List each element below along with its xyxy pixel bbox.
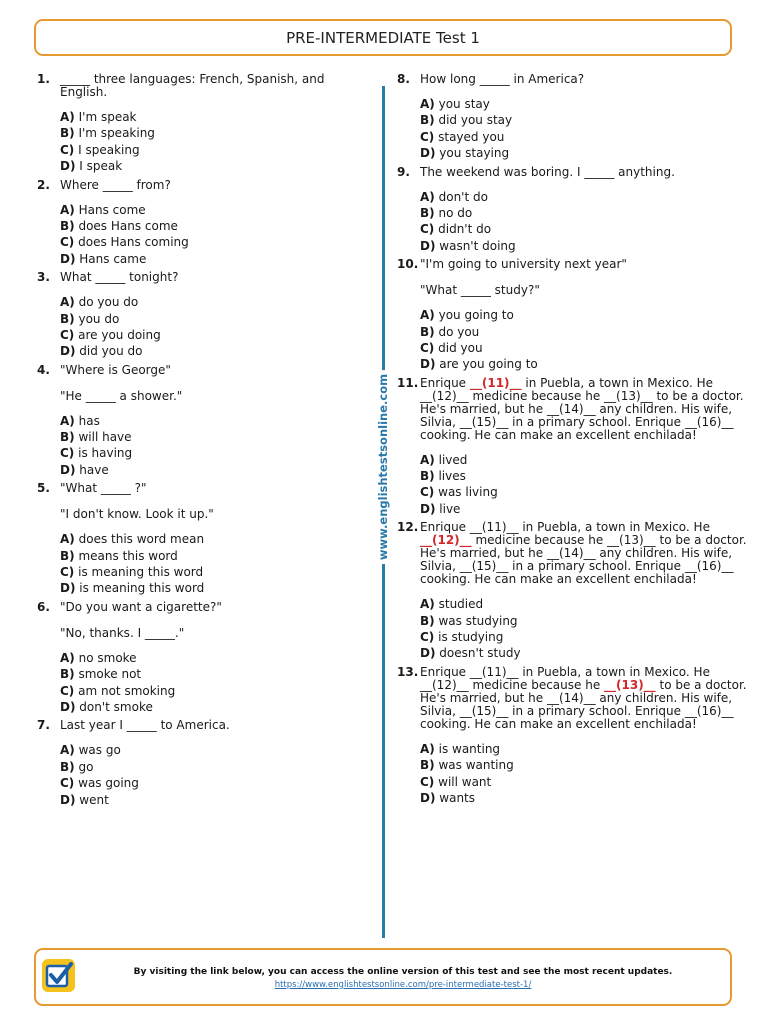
option-letter: C)	[60, 446, 75, 461]
question-stem	[397, 521, 747, 586]
option-letter: A)	[60, 532, 75, 547]
option-text: means this word	[78, 548, 178, 563]
answer-option[interactable]	[397, 741, 747, 757]
answer-option[interactable]	[37, 445, 372, 461]
question-block	[397, 377, 747, 518]
option-text: didn't do	[438, 222, 492, 237]
option-letter: C)	[60, 327, 75, 342]
option-text: you stay	[438, 97, 490, 111]
option-letter: B)	[420, 613, 435, 628]
answer-option[interactable]	[397, 613, 747, 629]
answer-options	[37, 413, 372, 479]
question-number: 1.	[37, 72, 50, 86]
question-text-segment: Enrique __(11)__ in Puebla, a town in Mexico. He __(12)__ medicine because he	[420, 664, 710, 692]
question-stem	[37, 73, 372, 99]
option-text: do you do	[78, 295, 139, 310]
answer-option[interactable]	[37, 202, 372, 218]
option-text: you staying	[439, 146, 510, 161]
question-text-segment: "No, thanks. I _____."	[60, 625, 185, 640]
answer-option[interactable]	[397, 774, 747, 790]
question-text	[60, 719, 372, 732]
option-text: did you do	[79, 344, 143, 359]
question-block	[37, 271, 372, 360]
question-block	[397, 166, 747, 255]
option-text: is studying	[438, 630, 504, 645]
question-block	[37, 719, 372, 808]
answer-option[interactable]	[37, 142, 372, 158]
question-text-segment: "I'm going to university next year"	[420, 257, 627, 272]
option-letter: D)	[60, 792, 76, 807]
question-number: 9.	[397, 164, 410, 179]
answer-option[interactable]	[397, 96, 747, 112]
option-letter: B)	[420, 113, 435, 128]
question-number: 11.	[397, 375, 419, 390]
option-letter: C)	[420, 340, 435, 355]
question-text-segment: "What _____ ?"	[60, 481, 147, 496]
option-text: lives	[438, 469, 466, 484]
option-text: was go	[78, 743, 121, 758]
answer-option[interactable]	[397, 221, 747, 237]
option-text: am not smoking	[78, 683, 176, 698]
option-letter: D)	[60, 581, 76, 596]
answer-option[interactable]	[397, 629, 747, 645]
question-text	[60, 364, 372, 377]
question-number: 13.	[397, 664, 419, 679]
option-letter: C)	[60, 565, 75, 580]
left-column	[37, 73, 372, 812]
question-number: 7.	[37, 718, 50, 733]
answer-option[interactable]	[37, 109, 372, 125]
option-letter: A)	[60, 110, 75, 124]
answer-option[interactable]	[397, 790, 747, 806]
answer-options	[37, 202, 372, 268]
answer-option[interactable]	[37, 666, 372, 682]
option-text: was studying	[438, 613, 518, 628]
option-letter: D)	[420, 238, 436, 253]
question-text-segment: Where _____ from?	[60, 177, 171, 192]
option-text: did you	[438, 340, 483, 355]
question-block	[37, 179, 372, 268]
question-block	[397, 521, 747, 662]
option-text: I speaking	[78, 142, 140, 157]
option-letter: C)	[420, 129, 435, 144]
title-box	[34, 19, 732, 56]
question-text	[60, 601, 372, 614]
question-text-segment: medicine because he __(13)__ to be a doctor. He's married, but he __(14)__ any children. His wife, Silvia, __(15)__ in a primary school. Enrique __(16)__ cooking. He can make an excellent enchilada!	[420, 533, 747, 587]
question-number: 4.	[37, 362, 50, 377]
question-text	[60, 482, 372, 495]
answer-option[interactable]	[37, 759, 372, 775]
question-text	[60, 179, 372, 192]
question-block	[37, 601, 372, 716]
option-text: lived	[438, 452, 468, 467]
question-number: 10.	[397, 257, 419, 272]
page-title: PRE-INTERMEDIATE Test 1	[286, 28, 480, 47]
option-text: wants	[439, 790, 476, 805]
question-text	[60, 271, 372, 284]
option-text: I'm speak	[78, 110, 137, 124]
question-number: 12.	[397, 520, 419, 535]
checkbox-check-icon	[42, 959, 75, 992]
option-letter: C)	[420, 774, 435, 789]
question-stem	[37, 179, 372, 192]
question-text	[420, 73, 747, 86]
question-text-segment: The weekend was boring. I _____ anything.	[420, 164, 675, 179]
answer-option[interactable]	[37, 125, 372, 141]
option-text: live	[439, 501, 461, 516]
option-text: you do	[78, 311, 120, 326]
question-text	[60, 627, 372, 640]
option-letter: D)	[420, 646, 436, 661]
question-stem	[37, 601, 372, 640]
answer-option[interactable]	[397, 468, 747, 484]
answer-options	[397, 307, 747, 373]
question-text	[60, 508, 372, 521]
question-text	[60, 390, 372, 403]
question-stem	[37, 364, 372, 403]
option-letter: A)	[420, 597, 435, 612]
question-text	[420, 258, 747, 271]
answer-option[interactable]	[37, 251, 372, 267]
option-letter: A)	[420, 741, 435, 756]
question-text-segment: to be a doctor. He's married, but he __(14)__ any children. His wife, Silvia, __(15)__ in a primary school. Enrique __(16)__ cooking. He can make an excellent enchilada!	[420, 677, 747, 731]
answer-option[interactable]	[397, 452, 747, 468]
option-text: no smoke	[78, 650, 137, 665]
option-text: will have	[78, 430, 132, 445]
option-letter: C)	[420, 485, 435, 500]
option-text: went	[79, 792, 109, 807]
answer-option[interactable]	[397, 340, 747, 356]
option-text: studied	[438, 597, 484, 612]
question-text-segment: What _____ tonight?	[60, 270, 179, 285]
answer-option[interactable]	[37, 311, 372, 327]
answer-option[interactable]	[37, 564, 372, 580]
option-text: does Hans coming	[78, 235, 189, 250]
answer-option[interactable]	[37, 650, 372, 666]
question-text	[420, 166, 747, 179]
question-stem	[397, 666, 747, 731]
question-text-segment: _____ three languages: French, Spanish, and English.	[60, 72, 325, 99]
side-watermark-text: www.englishtestsonline.com	[376, 370, 390, 564]
question-block	[37, 482, 372, 597]
answer-option[interactable]	[397, 205, 747, 221]
answer-options	[37, 650, 372, 716]
option-letter: A)	[60, 650, 75, 665]
option-text: have	[79, 462, 109, 477]
question-number: 2.	[37, 177, 50, 192]
question-text-segment: "What _____ study?"	[420, 283, 540, 298]
highlighted-blank: __(13)__	[604, 677, 656, 692]
answer-option[interactable]	[37, 580, 372, 596]
option-letter: A)	[420, 308, 435, 323]
option-text: smoke not	[78, 667, 142, 682]
answer-options	[397, 596, 747, 662]
answer-option[interactable]	[37, 327, 372, 343]
option-text: was wanting	[438, 758, 514, 773]
answer-options	[397, 452, 747, 518]
option-letter: B)	[60, 759, 75, 774]
answer-option[interactable]	[37, 218, 372, 234]
question-text	[420, 377, 747, 442]
question-stem	[397, 73, 747, 86]
question-text	[60, 73, 372, 99]
answer-option[interactable]	[37, 699, 372, 715]
question-number: 5.	[37, 481, 50, 496]
option-text: is having	[78, 446, 133, 461]
answer-option[interactable]	[37, 792, 372, 808]
highlighted-blank: __(11)__	[469, 375, 522, 390]
option-text: has	[78, 413, 100, 428]
option-text: don't do	[438, 189, 488, 204]
answer-option[interactable]	[397, 645, 747, 661]
option-text: no do	[438, 205, 473, 220]
answer-option[interactable]	[37, 462, 372, 478]
answer-option[interactable]	[397, 307, 747, 323]
question-text-segment: Enrique	[420, 375, 470, 390]
option-letter: B)	[60, 548, 75, 563]
question-text-segment: "I don't know. Look it up."	[60, 507, 214, 522]
option-text: I speak	[79, 159, 123, 174]
option-letter: A)	[420, 189, 435, 204]
question-block	[37, 73, 372, 175]
question-block	[397, 666, 747, 807]
question-stem	[397, 377, 747, 442]
option-letter: B)	[420, 758, 435, 773]
option-text: don't smoke	[79, 699, 153, 714]
question-text-segment: Enrique __(11)__ in Puebla, a town in Mexico. He	[420, 520, 710, 535]
answer-options	[397, 96, 747, 162]
question-text-segment: "He _____ a shower."	[60, 388, 183, 403]
option-letter: D)	[420, 357, 436, 372]
question-block	[37, 364, 372, 479]
option-letter: D)	[60, 462, 76, 477]
answer-options	[37, 531, 372, 597]
footer-link[interactable]: https://www.englishtestsonline.com/pre-intermediate-test-1/	[274, 980, 532, 990]
answer-options	[397, 741, 747, 807]
answer-options	[37, 109, 372, 175]
answer-option[interactable]	[37, 294, 372, 310]
question-block	[397, 73, 747, 162]
option-letter: B)	[420, 324, 435, 339]
footer-text: By visiting the link below, you can access the online version of this test and see the most recent updates.	[133, 967, 673, 977]
option-letter: D)	[60, 251, 76, 266]
option-text: are you doing	[78, 327, 161, 342]
question-stem	[37, 482, 372, 521]
answer-options	[397, 189, 747, 255]
answer-option[interactable]	[37, 548, 372, 564]
option-letter: D)	[420, 146, 436, 161]
answer-option[interactable]	[397, 501, 747, 517]
option-text: does Hans come	[78, 218, 178, 233]
option-text: Hans came	[79, 251, 147, 266]
answer-option[interactable]	[397, 596, 747, 612]
option-letter: D)	[420, 501, 436, 516]
option-letter: C)	[420, 630, 435, 645]
answer-option[interactable]	[397, 189, 747, 205]
option-text: is meaning this word	[79, 581, 205, 596]
option-text: will want	[438, 774, 492, 789]
option-letter: B)	[420, 469, 435, 484]
answer-option[interactable]	[37, 531, 372, 547]
option-letter: A)	[60, 202, 75, 217]
option-letter: A)	[60, 743, 75, 758]
option-letter: A)	[60, 413, 75, 428]
option-text: I'm speaking	[78, 126, 155, 141]
question-number: 3.	[37, 270, 50, 285]
question-text-segment: How long _____ in America?	[420, 72, 585, 86]
option-letter: B)	[420, 205, 435, 220]
question-number: 8.	[397, 72, 410, 86]
answer-option[interactable]	[37, 429, 372, 445]
option-text: did you stay	[438, 113, 513, 128]
question-block	[397, 258, 747, 373]
option-letter: B)	[60, 126, 75, 141]
question-stem	[397, 166, 747, 179]
answer-option[interactable]	[37, 742, 372, 758]
question-text	[420, 666, 747, 731]
option-text: Hans come	[78, 202, 146, 217]
option-letter: D)	[60, 344, 76, 359]
answer-option[interactable]	[397, 484, 747, 500]
option-text: does this word mean	[78, 532, 205, 547]
answer-option[interactable]	[397, 324, 747, 340]
question-stem	[397, 258, 747, 297]
option-text: was going	[78, 776, 139, 791]
answer-option[interactable]	[397, 112, 747, 128]
answer-option[interactable]	[37, 234, 372, 250]
question-text-segment: in Puebla, a town in Mexico. He __(12)__ medicine because he __(13)__ to be a doctor. He's married, but he __(14)__ any children. His wife, Silvia, __(15)__ in a primary school. Enrique __(16)__ cooking. He can make an excellent enchilada!	[420, 375, 744, 442]
option-text: go	[78, 759, 94, 774]
answer-option[interactable]	[37, 343, 372, 359]
answer-option[interactable]	[397, 356, 747, 372]
option-letter: A)	[60, 295, 75, 310]
option-letter: A)	[420, 452, 435, 467]
option-letter: C)	[60, 142, 75, 157]
answer-option[interactable]	[397, 238, 747, 254]
question-text-segment: "Where is George"	[60, 362, 171, 377]
option-letter: C)	[60, 235, 75, 250]
question-number: 6.	[37, 599, 50, 614]
question-text-segment: "Do you want a cigarette?"	[60, 599, 222, 614]
option-letter: B)	[60, 311, 75, 326]
option-letter: A)	[420, 97, 435, 111]
option-text: you going to	[438, 308, 514, 323]
answer-option[interactable]	[397, 757, 747, 773]
answer-option[interactable]	[37, 413, 372, 429]
option-text: is meaning this word	[78, 565, 204, 580]
option-letter: D)	[60, 159, 76, 174]
option-letter: B)	[60, 218, 75, 233]
question-stem	[37, 271, 372, 284]
option-text: is wanting	[438, 741, 501, 756]
answer-options	[37, 742, 372, 808]
option-text: wasn't doing	[439, 238, 516, 253]
question-text	[420, 521, 747, 586]
option-letter: D)	[60, 699, 76, 714]
option-letter: C)	[420, 222, 435, 237]
question-text	[420, 284, 747, 297]
answer-options	[37, 294, 372, 360]
option-letter: B)	[60, 667, 75, 682]
option-letter: C)	[60, 683, 75, 698]
answer-option[interactable]	[37, 683, 372, 699]
answer-option[interactable]	[37, 158, 372, 174]
answer-option[interactable]	[397, 145, 747, 161]
right-column	[397, 73, 747, 810]
option-letter: B)	[60, 430, 75, 445]
option-letter: D)	[420, 790, 436, 805]
option-text: was living	[438, 485, 498, 500]
option-text: do you	[438, 324, 480, 339]
option-letter: C)	[60, 776, 75, 791]
answer-option[interactable]	[37, 775, 372, 791]
question-text-segment: Last year I _____ to America.	[60, 718, 230, 733]
option-text: stayed you	[438, 129, 505, 144]
option-text: doesn't study	[439, 646, 521, 661]
option-text: are you going to	[439, 357, 538, 372]
answer-option[interactable]	[397, 129, 747, 145]
highlighted-blank: __(12)__	[420, 533, 472, 548]
question-stem	[37, 719, 372, 732]
footer-box	[34, 948, 732, 1006]
